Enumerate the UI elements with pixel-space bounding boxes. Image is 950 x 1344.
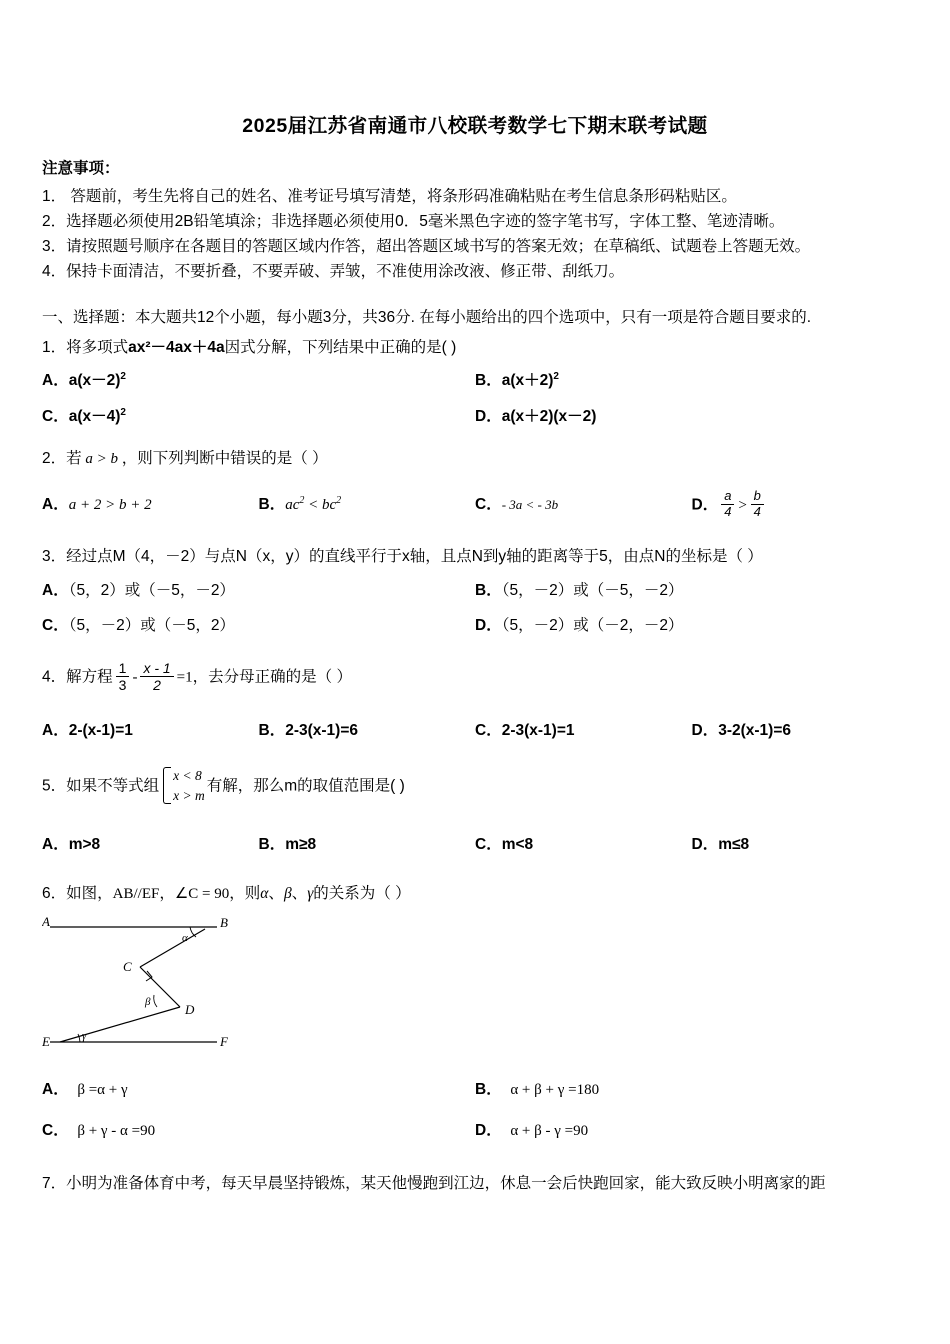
figure-label-A: A xyxy=(42,914,50,929)
question-6-answer-paren: （ ） xyxy=(375,884,411,902)
question-4-number: 4． xyxy=(42,668,67,686)
option-body: - 3a < - 3b xyxy=(501,497,559,513)
question-6-formula-angle-c: ∠C = 90 xyxy=(174,885,230,902)
question-2-option-a xyxy=(42,490,259,521)
question-3-option-a xyxy=(42,576,475,605)
question-2-option-d: D． $\frac{a}{4}$ > $\frac{b}{4}$ xyxy=(692,490,909,521)
option-body: 2-(x-1)=1 xyxy=(68,721,133,739)
question-4: 4．解方程 $\frac{1}{3}$ - $\frac{x - 1}{2}$ =1，去分母正确的是（ ） xyxy=(42,659,352,693)
option-label: D． xyxy=(691,496,719,514)
question-3-option-b xyxy=(475,576,908,605)
question-4-options xyxy=(42,716,908,745)
figure-label-alpha: α xyxy=(182,931,188,944)
option-label: C． xyxy=(475,496,502,514)
question-4-option-d xyxy=(692,716,909,745)
option-body: $a(x+2)^2$ xyxy=(501,371,559,390)
option-label: A． xyxy=(42,1080,69,1098)
option-body: 2-3(x-1)=1 xyxy=(501,721,575,739)
option-label: D． xyxy=(475,1122,502,1140)
question-1-options-row-2 xyxy=(42,402,908,431)
question-1-option-a xyxy=(42,366,475,395)
option-label: B． xyxy=(475,1080,502,1098)
question-6-alpha: α xyxy=(260,884,269,902)
question-2-option-c xyxy=(475,490,692,521)
figure-label-D: D xyxy=(185,1001,195,1017)
question-6-beta: β xyxy=(283,884,292,902)
question-3-number: 3． xyxy=(42,548,67,566)
page-content xyxy=(42,110,908,1198)
system-row-2: x > m xyxy=(173,787,205,803)
option-body: 2-3(x-1)=6 xyxy=(285,721,359,739)
question-6-options-row-2 xyxy=(42,1116,908,1146)
question-5-option-c xyxy=(475,830,692,859)
question-1-formula: ax²－4ax＋4a xyxy=(128,338,225,356)
option-body-frac-b4: $\frac{b}{4}$ xyxy=(751,489,764,520)
notice-item-3: 3．请按照题号顺序在各题目的答题区域内作答，超出答题区域书写的答案无效；在草稿纸、试题卷上答题无效。 xyxy=(42,238,811,256)
section-heading-choice: 一、选择题：本大题共12个小题，每小题3分，共36分. 在每小题给出的四个选项中，只有一项是符合题目要求的. xyxy=(42,309,812,327)
question-6-option-b xyxy=(475,1075,908,1105)
option-body: （5，－2）或（－2，－2） xyxy=(501,617,684,635)
option-label: B． xyxy=(475,372,502,390)
option-label: C． xyxy=(42,407,69,425)
option-body: $ac^2 < bc^2$ xyxy=(285,495,342,514)
question-6-option-d xyxy=(475,1116,908,1146)
question-5-option-d xyxy=(692,830,909,859)
option-label: A． xyxy=(42,372,69,390)
figure-label-B: B xyxy=(220,914,228,930)
option-body: m<8 xyxy=(501,836,534,854)
option-body: α + β + γ =180 xyxy=(510,1081,600,1098)
question-2-text-before: 若 xyxy=(66,450,82,468)
figure-label-beta: β xyxy=(145,995,151,1008)
question-6-comma: ， xyxy=(159,884,175,902)
question-1-number: 1． xyxy=(42,338,67,356)
question-3-text: 经过点M（4，－2）与点N（x，y）的直线平行于x轴，且点N到y轴的距离等于5，由点N的坐标是（ ） xyxy=(66,548,763,566)
question-5-number: 5． xyxy=(42,777,67,795)
question-6-gamma: γ xyxy=(307,884,314,902)
option-label: D． xyxy=(691,721,719,739)
question-3-options-row-1 xyxy=(42,576,908,605)
question-5-option-b xyxy=(259,830,476,859)
question-4-option-a xyxy=(42,716,259,745)
option-label: D． xyxy=(475,617,502,635)
question-1-option-d xyxy=(475,402,908,431)
option-body: $a(x-4)^2$ xyxy=(68,406,126,425)
question-1 xyxy=(42,336,908,361)
option-label: A． xyxy=(42,721,69,739)
option-body: m≥8 xyxy=(285,836,317,854)
option-label: C． xyxy=(42,1122,69,1140)
question-7 xyxy=(42,1172,908,1197)
question-3 xyxy=(42,545,908,570)
option-body: $a(x-2)^2$ xyxy=(68,371,126,390)
question-6-sep-2: 、 xyxy=(291,884,308,902)
question-2-number: 2． xyxy=(42,450,67,468)
figure-label-E: E xyxy=(42,1033,50,1049)
option-label: C． xyxy=(475,836,502,854)
question-4-option-c xyxy=(475,716,692,745)
question-6-figure xyxy=(42,915,302,1065)
question-6-option-c xyxy=(42,1116,475,1146)
option-label: A． xyxy=(42,581,69,599)
option-body: m>8 xyxy=(68,836,101,854)
notice-item-4: 4．保持卡面清洁，不要折叠，不要弄破、弄皱，不准使用涂改液、修正带、刮纸刀。 xyxy=(42,263,625,281)
angle-figure-svg xyxy=(42,915,302,1065)
option-body: m≤8 xyxy=(718,836,750,854)
question-1-options-row-1 xyxy=(42,366,908,395)
question-4-text-before: 解方程 xyxy=(66,668,113,686)
option-body: 3-2(x-1)=6 xyxy=(718,721,792,739)
question-5 xyxy=(42,767,908,806)
question-2-text-after: ，则下列判断中错误的是（ ） xyxy=(121,450,328,468)
option-body-frac-a4: $\frac{a}{4}$ xyxy=(721,489,734,520)
question-1-option-c xyxy=(42,402,475,431)
option-label: C． xyxy=(42,617,69,635)
option-body: （5，－2）或（－5，2） xyxy=(68,617,235,635)
question-5-option-a xyxy=(42,830,259,859)
option-label: B． xyxy=(258,721,286,739)
option-body: （5，2）或（－5，－2） xyxy=(68,581,235,599)
page-title: 2025届江苏省南通市八校联考数学七下期末联考试题 xyxy=(242,115,708,137)
question-1-text-after: 因式分解，下列结果中正确的是( ) xyxy=(224,338,457,356)
option-label: A． xyxy=(42,836,69,854)
option-body: β =α + γ xyxy=(77,1081,128,1098)
figure-label-F: F xyxy=(220,1033,228,1049)
question-5-system xyxy=(161,766,205,805)
option-label: D． xyxy=(475,407,502,425)
notice-item-1: 1． 答题前，考生先将自己的姓名、准考证号填写清楚，将条形码准确粘贴在考生信息条形码粘贴区。 xyxy=(42,188,737,205)
question-4-text-after: ，去分母正确的是（ ） xyxy=(192,668,352,686)
question-3-options-row-2 xyxy=(42,611,908,640)
question-7-text: 小明为准备体育中考，每天早晨坚持锻炼，某天他慢跑到江边，休息一会后快跑回家，能大致反映小明离家的距 xyxy=(66,1174,826,1192)
option-label: C． xyxy=(475,721,502,739)
question-2 xyxy=(42,447,908,472)
question-1-text-before: 将多项式 xyxy=(66,338,129,356)
question-1-option-b xyxy=(475,366,908,395)
question-5-options xyxy=(42,830,908,859)
notice-heading: 注意事项： xyxy=(42,160,120,177)
option-label: A． xyxy=(42,496,69,514)
question-2-option-b xyxy=(259,490,476,521)
notice-item-2: 2．选择题必须使用2B铅笔填涂；非选择题必须使用0．5毫米黑色字迹的签字笔书写，字体工整、笔迹清晰。 xyxy=(42,213,785,231)
option-body: a + 2 > b + 2 xyxy=(68,497,152,514)
question-3-option-d xyxy=(475,611,908,640)
question-2-options xyxy=(42,490,908,521)
question-5-text-after: 有解，那么m的取值范围是( ) xyxy=(206,777,405,795)
question-2-formula: a > b xyxy=(81,451,122,468)
question-6-formula-parallel: AB//EF xyxy=(112,885,160,902)
question-4-option-b xyxy=(259,716,476,745)
question-6-options-row-1 xyxy=(42,1075,908,1105)
question-6 xyxy=(42,882,908,907)
question-6-text-middle: ，则 xyxy=(229,884,261,902)
question-6-sep-1: 、 xyxy=(268,884,284,902)
system-row-1: x < 8 xyxy=(173,768,202,784)
question-7-number: 7． xyxy=(42,1174,67,1192)
option-body: β + γ - α =90 xyxy=(77,1123,156,1140)
question-3-option-c xyxy=(42,611,475,640)
question-4-frac-one-third: $\frac{1}{3}$ xyxy=(116,660,130,693)
option-label: B． xyxy=(258,496,286,514)
question-4-frac-x-minus-1-over-2: $\frac{x - 1}{2}$ xyxy=(140,660,173,693)
question-6-text-before: 如图， xyxy=(66,884,113,902)
option-label: D． xyxy=(691,836,719,854)
question-6-number: 6． xyxy=(42,884,67,902)
figure-label-C: C xyxy=(123,958,132,974)
option-label: B． xyxy=(475,581,502,599)
question-5-text-before: 如果不等式组 xyxy=(66,777,160,795)
question-6-option-a xyxy=(42,1075,475,1105)
option-body: a(x＋2)(x－2) xyxy=(501,407,597,425)
figure-label-gamma: γ xyxy=(82,1029,87,1042)
option-body: （5，－2）或（－5，－2） xyxy=(501,581,684,599)
option-body: α + β - γ =90 xyxy=(510,1123,589,1140)
option-label: B． xyxy=(258,836,286,854)
question-6-text-after: 的关系为 xyxy=(313,884,376,902)
